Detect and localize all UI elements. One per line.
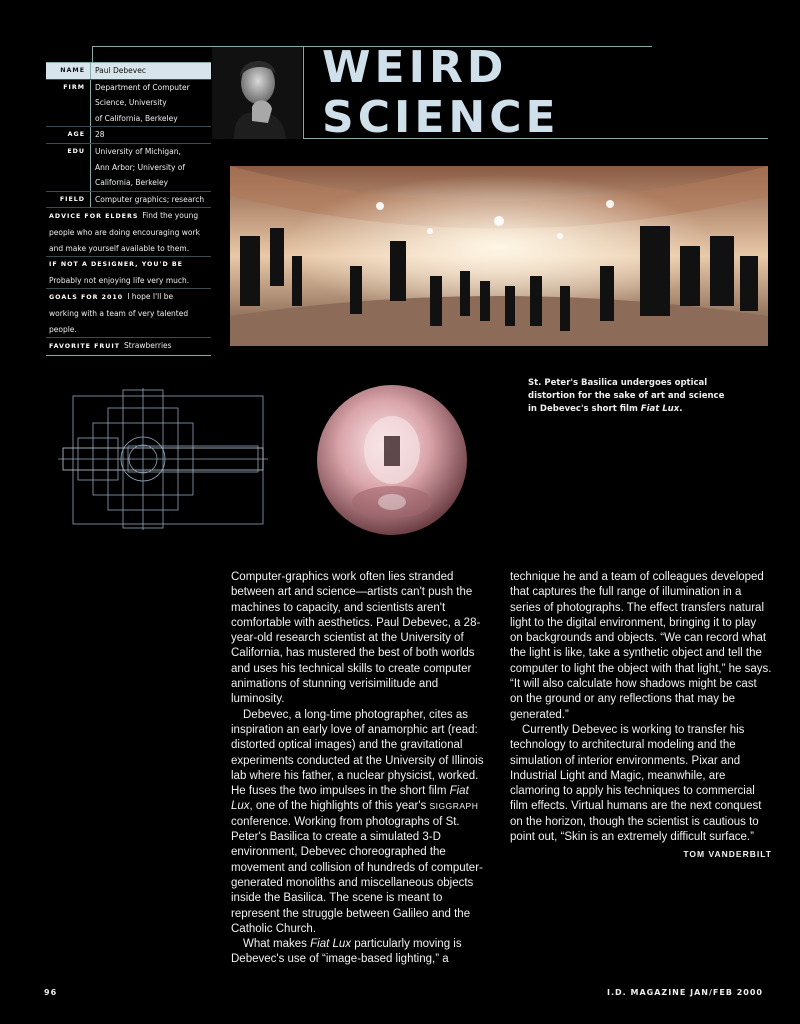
- article-text: Currently Debevec is working to transfer his technology to architectural modeling and the simulation of interior environments. Pixar and Industrial Light and Magic, meanwhile, are clamoring to apply his techniques to commercial film effects. Virtual humans are the next conquest on the horizon, though the scientist is cautious to point out, “Skin is an extremely difficult surface.”: [510, 723, 762, 844]
- article-paragraph: technique he and a team of colleagues developed that captures the full range of illumination in a series of photographs. The effect transfers natural light to the digital environment, bringing it to play on backgrounds and objects. “We can record what the light is like, take a synthetic object and tell the computer to light the object with that light,” he says. “It will also calculate how shadows might be cast on the ground or any reflections that may be generated.”: [510, 571, 772, 721]
- age-value: 28: [90, 127, 211, 143]
- goals-block: [46, 289, 188, 337]
- firm-value: [90, 80, 211, 127]
- edu-label: EDU: [67, 147, 85, 155]
- profile-row-age: [46, 127, 211, 144]
- field-label: FIELD: [59, 195, 85, 203]
- notdesigner-block: [46, 257, 189, 288]
- goals-line: I hope I'll be: [127, 292, 174, 302]
- advice-label: ADVICE FOR ELDERS: [49, 213, 139, 221]
- article-text: conference. Working from photographs of St. Peter's Basilica to create a simulated 3-D environment, Debevec choreographed the movement and collision of hundreds of computer-generated monoliths and miscellaneous objects inside the Basilica. The scene is meant to represent the struggle between Galileo and the Catholic Church.: [231, 815, 483, 935]
- profile-row-name: [46, 63, 211, 80]
- light-probe-sphere-image: [316, 384, 468, 536]
- fruit-label: FAVORITE FRUIT: [49, 343, 121, 351]
- field-value: Computer graphics; research: [90, 192, 211, 208]
- goals-line: working with a team of very talented: [49, 308, 189, 318]
- profile-row-field: [46, 192, 211, 209]
- image-caption: [528, 377, 728, 415]
- notdesigner-label: IF NOT A DESIGNER, YOU'D BE: [49, 261, 183, 269]
- magazine-folio: I.D. MAGAZINE JAN/FEB 2000: [607, 988, 763, 997]
- byline: TOM VANDERBILT: [683, 849, 772, 860]
- header-rule-portrait: [303, 46, 304, 139]
- firm-line: Department of Computer: [95, 82, 190, 92]
- profile-row-firm: [46, 80, 211, 128]
- film-title: Fiat Lux: [310, 938, 352, 951]
- advice-block: [46, 208, 200, 256]
- fruit-value: Strawberries: [124, 341, 172, 351]
- caption-end: .: [679, 403, 683, 414]
- firm-label: FIRM: [63, 83, 85, 91]
- edu-line: Ann Arbor; University of: [95, 162, 186, 172]
- firm-line: of California, Berkeley: [95, 113, 178, 123]
- article-paragraph: [231, 937, 489, 968]
- wireframe-diagram: [58, 388, 268, 530]
- page-number: 96: [44, 988, 58, 997]
- name-label: NAME: [60, 67, 85, 74]
- profile-row-fruit: [46, 338, 211, 355]
- profile-row-advice: [46, 208, 211, 257]
- fruit-block: [46, 338, 172, 355]
- header-rule-left: [92, 46, 93, 62]
- edu-line: University of Michigan,: [95, 146, 181, 156]
- article-text: Debevec, a long-time photographer, cites as inspiration an early love of anamorphic art (read: distorted optical images) and the gravitational experiments conducted at the University of Illinois lab where his father, a nuclear physicist, worked. He fuses the two impulses in the short film: [231, 708, 484, 798]
- profile-row-goals: [46, 289, 211, 338]
- title-line-1: WEIRD: [322, 42, 508, 93]
- advice-line: Find the young: [142, 211, 199, 221]
- name-value: Paul Debevec: [90, 63, 211, 79]
- edu-line: California, Berkeley: [95, 178, 169, 188]
- basilica-panorama-image: [230, 166, 768, 346]
- portrait-photo: [212, 47, 302, 139]
- title-line-2: SCIENCE: [322, 92, 560, 143]
- article-paragraph: [510, 723, 772, 860]
- film-title: Fiat Lux: [231, 785, 469, 813]
- article-text: , one of the highlights of this year's: [249, 800, 430, 813]
- article-text: particularly moving is Debevec's use of “image-based lighting,” a: [231, 938, 462, 966]
- advice-line: people who are doing encouraging work: [49, 227, 200, 237]
- caption-text: St. Peter's Basilica undergoes optical distortion for the sake of art and science in Debevec's short film: [528, 378, 725, 414]
- article-column-1: [231, 570, 489, 968]
- goals-label: GOALS FOR 2010: [49, 294, 124, 302]
- article-text: What makes: [243, 938, 311, 951]
- caption-film: Fiat Lux: [640, 403, 680, 414]
- goals-line: people.: [49, 324, 77, 334]
- article-paragraph: [231, 708, 489, 937]
- profile-row-edu: [46, 144, 211, 192]
- notdesigner-value: Probably not enjoying life very much.: [49, 275, 190, 285]
- article-paragraph: Computer-graphics work often lies stranded between art and science—artists can't push the machines to capacity, and scientists aren't comfortable with aesthetics. Paul Debevec, a 28-year-old research scientist at the University of California, has mustered the best of both worlds and uses his technical skills to create computer animations of stunning verisimilitude and luminosity.: [231, 571, 481, 706]
- edu-value: [90, 144, 211, 191]
- firm-line: Science, University: [95, 98, 167, 108]
- profile-row-notdesigner: [46, 257, 211, 289]
- advice-line: and make yourself available to them.: [49, 243, 190, 253]
- siggraph-smallcaps: SIGGRAPH: [429, 801, 479, 812]
- profile-sidebar: [46, 62, 211, 356]
- article-column-2: [510, 570, 772, 863]
- age-label: AGE: [67, 131, 85, 139]
